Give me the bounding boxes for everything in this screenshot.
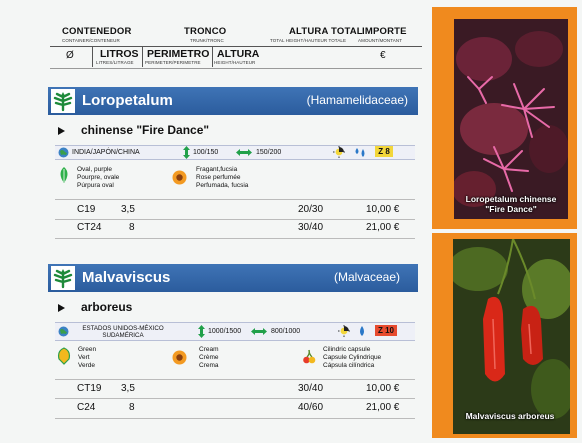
container-size: C19 xyxy=(77,204,96,215)
liters-subheader: LITRES/LITRAGE xyxy=(96,60,134,65)
price-row xyxy=(55,219,415,237)
price-value: 21,00 € xyxy=(366,402,400,413)
leaf-text-en: Green xyxy=(78,346,97,353)
leaf-text-en: Oval, purple xyxy=(77,166,113,173)
height-range: 1000/1500 xyxy=(208,328,242,335)
zone-badge: Z 10 xyxy=(375,325,397,336)
price-row xyxy=(55,380,415,398)
photo-caption-line1: Loropetalum chinense xyxy=(465,194,557,204)
fern-leaf-icon xyxy=(51,266,75,290)
price-header: IMPORTE xyxy=(362,26,407,37)
perimeter-header: PERIMETRO xyxy=(147,48,210,60)
leaf-text-es: Verde xyxy=(78,362,95,369)
malvaviscus-photo xyxy=(453,239,570,434)
plant-variety xyxy=(58,300,132,314)
container-subheader: CONTAINER/CONTENEUR xyxy=(62,38,120,43)
col-divider xyxy=(142,47,143,67)
flower-text-en: Fragant,fucsia xyxy=(196,166,238,173)
plant-info-bar xyxy=(55,322,415,341)
plant-family: (Hamamelidaceae) xyxy=(306,93,408,107)
liters-value: 8 xyxy=(129,402,135,413)
arrow-right-icon xyxy=(58,304,65,312)
price-subheader: AMOUNT/MONTANT xyxy=(358,38,403,43)
height-value: 20/30 xyxy=(298,204,324,215)
sun-shade-icon xyxy=(333,146,347,158)
origin-text: INDIA/JAPÓN/CHINA xyxy=(72,149,140,156)
arrow-right-icon xyxy=(58,127,65,135)
col-divider xyxy=(212,47,213,67)
row-divider xyxy=(55,418,415,419)
header-bottom-line xyxy=(50,68,422,69)
leaf-description xyxy=(78,346,96,370)
photo-frame-malvaviscus xyxy=(432,233,577,438)
height-header: ALTURA xyxy=(217,48,260,60)
width-range: 150/200 xyxy=(256,149,282,156)
height-value: 30/40 xyxy=(298,222,324,233)
flower-icon xyxy=(172,170,187,185)
plant-variety xyxy=(58,123,209,137)
fruit-text-fr: Capsule Cylindrique xyxy=(323,354,382,361)
row-divider xyxy=(55,238,415,239)
width-arrow-icon xyxy=(251,328,267,335)
header-divider xyxy=(50,46,422,47)
plant-variety-text: arboreus xyxy=(81,300,133,314)
photo-caption-line2: "Fire Dance" xyxy=(485,204,537,214)
water-drop-icon xyxy=(357,325,367,337)
fruit-text-es: Cápsula cilíndrica xyxy=(323,362,375,369)
price-value: 10,00 € xyxy=(366,204,400,215)
photo-frame-loropetalum xyxy=(432,7,577,229)
perimeter-subheader: PERIMETER/PERIMETRE xyxy=(145,60,201,65)
sun-shade-icon xyxy=(338,325,352,337)
flower-text-en: Cream xyxy=(199,346,219,353)
height-range: 100/150 xyxy=(193,149,219,156)
total-height-header: ALTURA TOTAL xyxy=(289,26,363,37)
flower-text-es: Crema xyxy=(199,362,219,369)
flower-text-fr: Rose perfumée xyxy=(196,174,241,181)
plant-variety-text: chinense "Fire Dance" xyxy=(81,123,210,137)
leaf-text-fr: Vert xyxy=(78,354,90,361)
flower-description xyxy=(196,166,248,190)
loropetalum-photo xyxy=(454,19,568,219)
flower-icon xyxy=(172,350,187,365)
flower-text-fr: Crème xyxy=(199,354,219,361)
leaf-text-fr: Pourpre, ovale xyxy=(77,174,120,181)
plant-family: (Malvaceae) xyxy=(333,270,400,284)
price-value: 10,00 € xyxy=(366,383,400,394)
globe-icon xyxy=(58,147,69,158)
height-subheader: HEIGHT/HAUTEUR xyxy=(214,60,256,65)
total-height-subheader: TOTAL HEIGHT/HAUTEUR TOTALE xyxy=(270,38,347,43)
container-size: CT24 xyxy=(77,222,102,233)
photo-caption: Malvaviscus arboreus xyxy=(465,411,555,421)
fruit-icon xyxy=(302,349,316,365)
price-row xyxy=(55,201,415,219)
height-arrow-icon xyxy=(198,325,205,338)
plant-genus: Malvaviscus xyxy=(82,269,171,286)
row-divider xyxy=(55,199,415,200)
diameter-symbol: Ø xyxy=(66,50,74,61)
plant-title-bar xyxy=(48,264,418,292)
leaf-description xyxy=(77,166,119,190)
container-size: CT19 xyxy=(77,383,102,394)
width-range: 800/1000 xyxy=(271,328,301,335)
trunk-subheader: TRUNK/TRONC xyxy=(190,38,224,43)
globe-icon xyxy=(58,326,69,337)
origin-text: ESTADOS UNIDOS-MÉXICO SUDAMÉRICA xyxy=(82,325,164,339)
photo-caption xyxy=(454,194,568,214)
price-value: 21,00 € xyxy=(366,222,400,233)
col-divider xyxy=(92,47,93,67)
leaf-shape-icon xyxy=(57,347,71,365)
fruit-description xyxy=(323,346,381,370)
liters-value: 8 xyxy=(129,222,135,233)
height-arrow-icon xyxy=(183,146,190,159)
container-size: C24 xyxy=(77,402,96,413)
price-row xyxy=(55,399,415,417)
liters-value: 3,5 xyxy=(121,204,135,215)
fruit-text-en: Cilindric capsule xyxy=(323,346,371,353)
trunk-header: TRONCO xyxy=(184,26,227,37)
water-drops-icon xyxy=(353,146,369,158)
leaf-shape-icon xyxy=(57,167,71,183)
plant-info-bar xyxy=(55,145,415,160)
currency-symbol: € xyxy=(380,50,386,61)
width-arrow-icon xyxy=(236,149,252,156)
flower-description xyxy=(199,346,219,370)
height-value: 30/40 xyxy=(298,383,324,394)
height-value: 40/60 xyxy=(298,402,324,413)
liters-value: 3,5 xyxy=(121,383,135,394)
zone-badge: Z 8 xyxy=(375,146,393,157)
leaf-text-es: Púrpura oval xyxy=(77,182,114,189)
plant-title-bar xyxy=(48,87,418,115)
liters-header: LITROS xyxy=(100,48,139,60)
plant-genus: Loropetalum xyxy=(82,92,173,109)
flower-text-es: Perfumada, fucsia xyxy=(196,182,249,189)
fern-leaf-icon xyxy=(51,89,75,113)
container-header: CONTENEDOR xyxy=(62,26,132,37)
